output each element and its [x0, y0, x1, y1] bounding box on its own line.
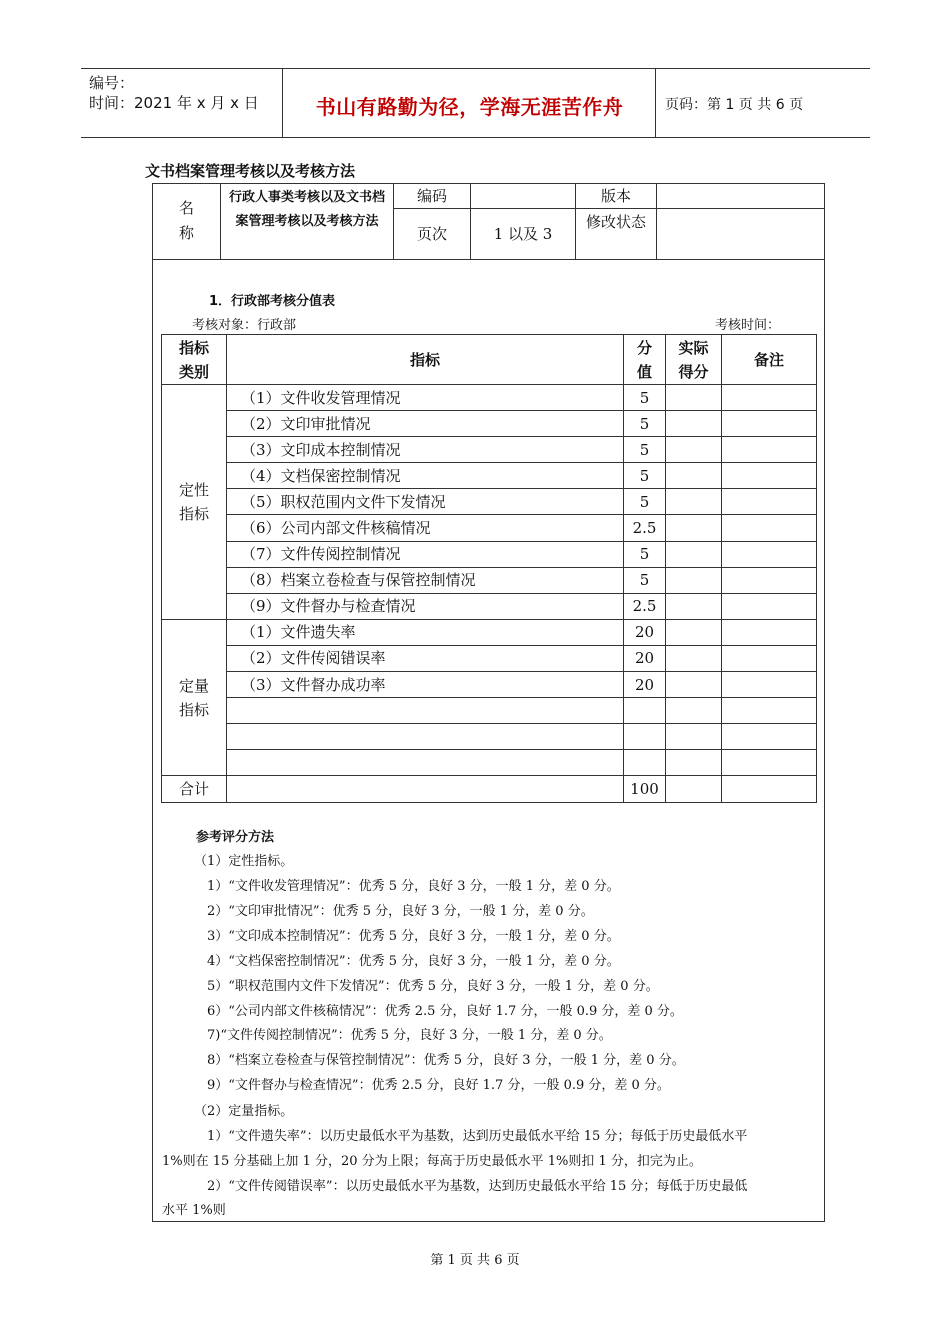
quantitative-title: （2）定量指标。	[194, 1104, 294, 1119]
actual-score-cell	[666, 411, 722, 437]
table-row	[162, 619, 817, 645]
header-score: 分值	[624, 335, 666, 385]
scoring-table	[161, 334, 817, 803]
header-actual-score: 实际得分	[666, 335, 722, 385]
remarks-cell	[722, 619, 817, 645]
number-label: 编号：	[89, 74, 135, 92]
qualitative-item: 3）“文印成本控制情况”：优秀 5 分，良好 3 分，一般 1 分，差 0 分。	[207, 928, 620, 944]
score-cell	[624, 750, 666, 776]
remarks-cell	[722, 672, 817, 698]
remarks-cell	[722, 411, 817, 437]
qualitative-item: 7)“文件传阅控制情况”：优秀 5 分，良好 3 分，一般 1 分，差 0 分。	[207, 1028, 612, 1044]
qualitative-item: 1）“文件收发管理情况”：优秀 5 分，良好 3 分，一般 1 分，差 0 分。	[207, 879, 620, 894]
table-row	[162, 515, 817, 541]
score-cell: 5	[624, 385, 666, 411]
target-label: 考核对象：行政部	[192, 318, 297, 333]
indicator-cell: （1）文件收发管理情况	[227, 385, 624, 411]
indicator-cell: （9）文件督办与检查情况	[227, 593, 624, 619]
score-cell: 5	[624, 489, 666, 515]
score-cell: 20	[624, 645, 666, 671]
indicator-cell: （3）文印成本控制情况	[227, 437, 624, 463]
remarks-cell	[722, 645, 817, 671]
remarks-cell	[722, 489, 817, 515]
quantitative-item-2: 2）“文件传阅错误率”：以历史最低水平为基数，达到历史最低水平给 15 分；每低于历史最低	[207, 1179, 748, 1194]
indicator-cell	[227, 724, 624, 750]
actual-score-cell	[666, 515, 722, 541]
qualitative-item: 4）“文档保密控制情况”：优秀 5 分，良好 3 分，一般 1 分，差 0 分。	[207, 953, 620, 969]
document-title: 文书档案管理考核以及考核方法	[145, 162, 356, 180]
header-remarks: 备注	[722, 335, 817, 385]
page-label: 页次	[416, 225, 447, 243]
table-row	[162, 750, 817, 776]
status-label: 修改状态	[586, 213, 647, 231]
actual-score-cell	[666, 489, 722, 515]
indicator-cell: （4）文档保密控制情况	[227, 463, 624, 489]
table-row	[162, 411, 817, 437]
table-row	[162, 385, 817, 411]
table-row	[162, 489, 817, 515]
category-cell: 定性指标	[162, 385, 227, 620]
table-row	[162, 672, 817, 698]
indicator-cell: （3）文件督办成功率	[227, 672, 624, 698]
score-cell: 2.5	[624, 593, 666, 619]
quantitative-item-2-cont: 水平 1%则	[162, 1203, 226, 1218]
assessment-time-label: 考核时间：	[715, 318, 781, 333]
actual-score-cell	[666, 385, 722, 411]
actual-score-cell	[666, 645, 722, 671]
table-row	[162, 567, 817, 593]
qualitative-item: 8）“档案立卷检查与保管控制情况”：优秀 5 分，良好 3 分，一般 1 分，差 0 分。	[207, 1053, 685, 1069]
score-cell: 5	[624, 411, 666, 437]
header-left	[89, 73, 259, 113]
score-cell: 5	[624, 567, 666, 593]
qualitative-item: 9）“文件督办与检查情况”：优秀 2.5 分，良好 1.7 分，一般 0.9 分，差 0 分。	[207, 1078, 670, 1094]
table-row	[162, 698, 817, 724]
score-cell: 5	[624, 437, 666, 463]
indicator-cell: （2）文件传阅错误率	[227, 645, 624, 671]
remarks-cell	[722, 515, 817, 541]
motto: 书山有路勤为径，学海无涯苦作舟	[315, 95, 624, 119]
category-cell: 定量指标	[162, 619, 227, 776]
actual-score-cell	[666, 463, 722, 489]
header-category: 指标类别	[162, 335, 227, 385]
remarks-cell	[722, 385, 817, 411]
indicator-cell: （5）职权范围内文件下发情况	[227, 489, 624, 515]
remarks-cell	[722, 698, 817, 724]
total-value: 100	[624, 776, 666, 802]
qualitative-item: 5）“职权范围内文件下发情况”：优秀 5 分，良好 3 分，一般 1 分，差 0 分。	[207, 978, 659, 994]
remarks-cell	[722, 567, 817, 593]
page-value: 1 以及 3	[493, 225, 553, 243]
quantitative-item-1: 1）“文件遗失率”：以历史最低水平为基数，达到历史最低水平给 15 分；每低于历史最低水平	[207, 1129, 748, 1144]
qualitative-item: 2）“文印审批情况”：优秀 5 分，良好 3 分，一般 1 分，差 0 分。	[207, 903, 594, 919]
score-cell	[624, 698, 666, 724]
actual-score-cell	[666, 724, 722, 750]
actual-score-cell	[666, 541, 722, 567]
indicator-cell: （6）公司内部文件核稿情况	[227, 515, 624, 541]
remarks-cell	[722, 593, 817, 619]
indicator-cell	[227, 698, 624, 724]
actual-score-cell	[666, 698, 722, 724]
remarks-cell	[722, 437, 817, 463]
score-cell: 2.5	[624, 515, 666, 541]
score-cell: 5	[624, 541, 666, 567]
actual-score-cell	[666, 672, 722, 698]
remarks-cell	[722, 541, 817, 567]
version-label: 版本	[600, 187, 631, 205]
qualitative-item: 6）“公司内部文件核稿情况”：优秀 2.5 分，良好 1.7 分，一般 0.9 分，差 0 分。	[207, 1003, 683, 1019]
actual-score-cell	[666, 593, 722, 619]
indicator-cell: （1）文件遗失率	[227, 619, 624, 645]
header-indicator: 指标	[227, 335, 624, 385]
actual-score-cell	[666, 619, 722, 645]
table-row	[162, 724, 817, 750]
code-label: 编码	[416, 187, 447, 205]
table-header-row	[162, 335, 817, 385]
name-label: 名 称	[178, 199, 194, 242]
remarks-cell	[722, 463, 817, 489]
actual-score-cell	[666, 750, 722, 776]
indicator-cell	[227, 750, 624, 776]
table-row	[162, 593, 817, 619]
remarks-cell	[722, 750, 817, 776]
table-row	[162, 463, 817, 489]
section-title: 1．行政部考核分值表	[209, 294, 336, 309]
actual-score-cell	[666, 437, 722, 463]
table-row	[162, 541, 817, 567]
method-title: 参考评分方法	[196, 830, 275, 845]
score-cell: 20	[624, 672, 666, 698]
indicator-cell: （7）文件传阅控制情况	[227, 541, 624, 567]
indicator-cell: （2）文印审批情况	[227, 411, 624, 437]
actual-score-cell	[666, 567, 722, 593]
score-cell: 5	[624, 463, 666, 489]
qualitative-title: （1）定性指标。	[194, 854, 294, 869]
remarks-cell	[722, 724, 817, 750]
page-footer: 第 1 页 共 6 页	[430, 1253, 520, 1268]
score-cell	[624, 724, 666, 750]
info-bottom-border	[152, 259, 824, 260]
total-label: 合计	[162, 776, 227, 802]
page-info: 页码：第 1 页 共 6 页	[665, 97, 804, 113]
page-header	[81, 68, 870, 138]
name-value: 行政人事类考核以及文书档案管理考核以及考核方法	[228, 190, 385, 229]
total-row	[162, 776, 817, 802]
time-label: 时间：2021 年 x 月 x 日	[89, 94, 259, 112]
table-row	[162, 645, 817, 671]
quantitative-item-1-cont: 1%则在 15 分基础上加 1 分，20 分为上限；每高于历史最低水平 1%则扣 1 分，扣完为止。	[162, 1154, 702, 1169]
score-cell: 20	[624, 619, 666, 645]
indicator-cell: （8）档案立卷检查与保管控制情况	[227, 567, 624, 593]
table-row	[162, 437, 817, 463]
